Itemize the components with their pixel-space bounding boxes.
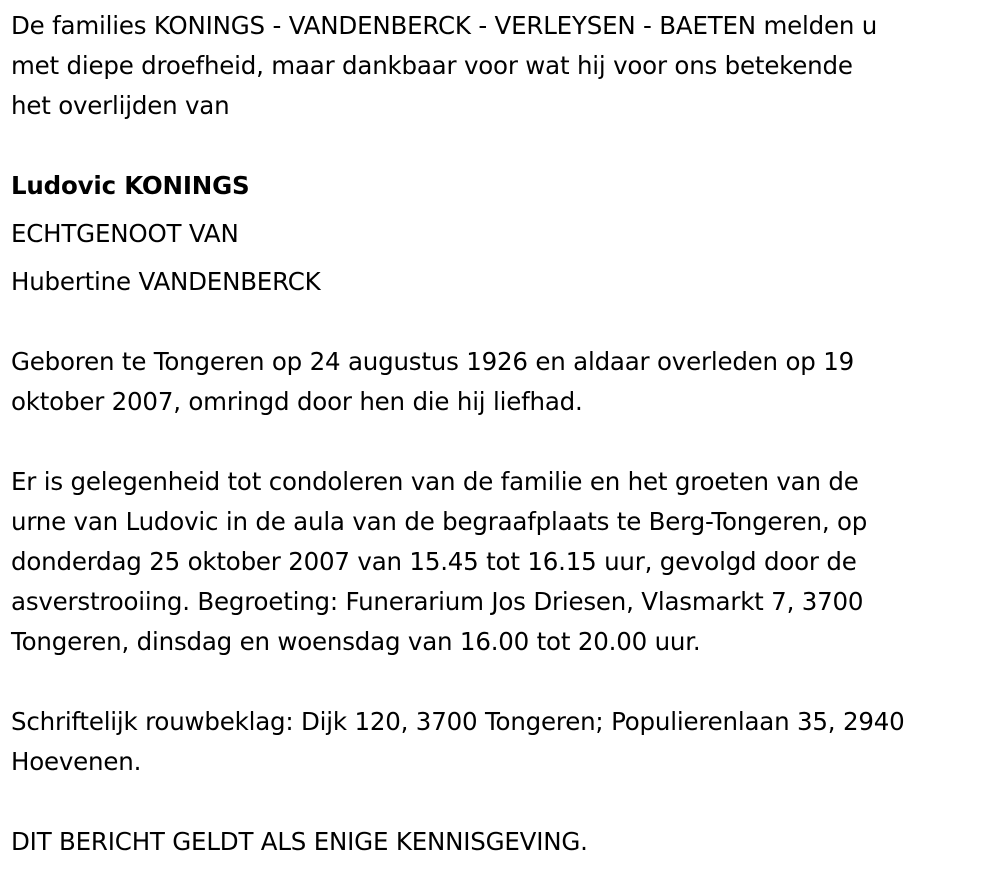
birth-death-line-2: oktober 2007, omringd door hen die hij liefhad. [11, 387, 583, 416]
birth-death-line-1: Geboren te Tongeren op 24 augustus 1926 en aldaar overleden op 19 [11, 347, 854, 376]
written-condolence-line-2: Hoevenen. [11, 747, 142, 776]
intro-line-1: De families KONINGS - VANDENBERCK - VERLEYSEN - BAETEN melden u [11, 11, 878, 40]
written-condolence-line-1: Schriftelijk rouwbeklag: Dijk 120, 3700 Tongeren; Populierenlaan 35, 2940 [11, 707, 905, 736]
condolence-line-1: Er is gelegenheid tot condoleren van de familie en het groeten van de [11, 467, 859, 496]
intro-line-2: met diepe droefheid, maar dankbaar voor wat hij voor ons betekende [11, 51, 853, 80]
intro-line-3: het overlijden van [11, 91, 230, 120]
condolence-line-4: asverstrooiing. Begroeting: Funerarium Jos Driesen, Vlasmarkt 7, 3700 [11, 587, 864, 616]
relation-label: ECHTGENOOT VAN [11, 219, 239, 248]
closing-statement: DIT BERICHT GELDT ALS ENIGE KENNISGEVING. [11, 827, 588, 856]
condolence-line-3: donderdag 25 oktober 2007 van 15.45 tot 16.15 uur, gevolgd door de [11, 547, 857, 576]
condolence-line-2: urne van Ludovic in de aula van de begraafplaats te Berg-Tongeren, op [11, 507, 868, 536]
spouse-name: Hubertine VANDENBERCK [11, 267, 321, 296]
deceased-name: Ludovic KONINGS [11, 171, 250, 200]
condolence-line-5: Tongeren, dinsdag en woensdag van 16.00 tot 20.00 uur. [11, 627, 701, 656]
